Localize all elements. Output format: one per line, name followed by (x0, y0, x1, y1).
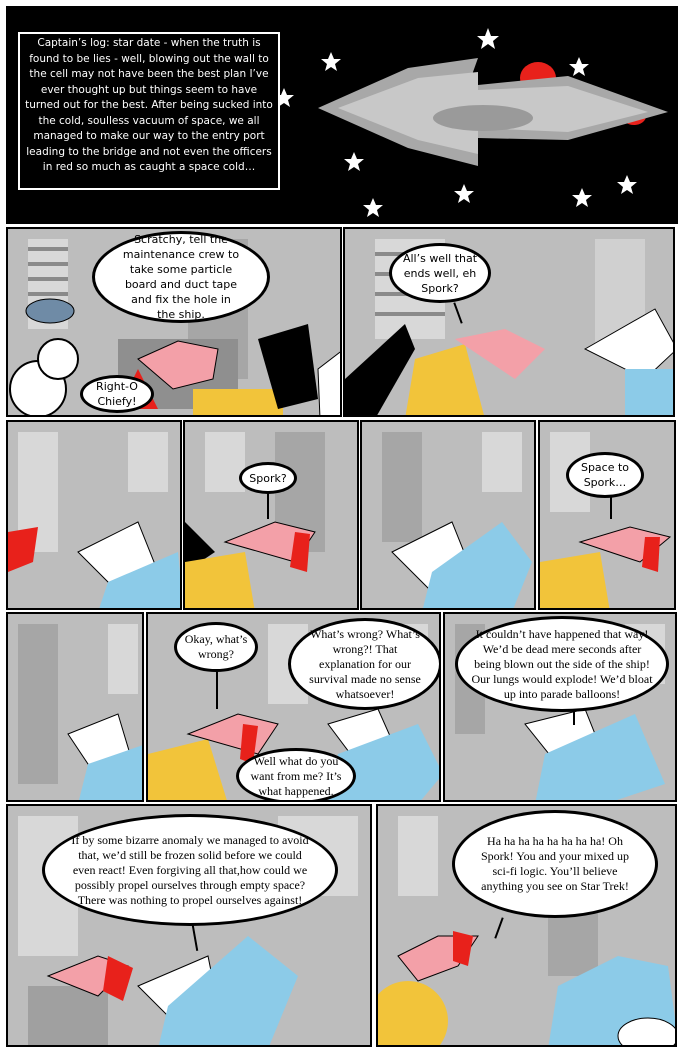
bubble-text: Space to Spork… (580, 461, 630, 489)
speech-bubble-captain (174, 622, 258, 672)
star-icon (321, 52, 341, 71)
panel-4 (6, 420, 182, 610)
panel-12 (376, 804, 677, 1047)
speech-bubble-captain-reply (236, 748, 356, 802)
bubble-tail (573, 711, 575, 725)
star-icon (344, 152, 364, 171)
bubble-text: All’s well that ends well, eh Spork? (402, 251, 478, 295)
panel-11 (6, 804, 372, 1047)
star-icon (569, 57, 589, 76)
panel-8 (6, 612, 144, 802)
bubble-text: It couldn’t have happened that way! We’d be dead mere seconds after being blown out the side of the ship! Our lungs would explode! We’d bloat up into parade balloons! (471, 626, 653, 701)
captions-log-box: Captain’s log: star date - when the truth is found to be lies - well, blowing out the wall to the cell may not have been the best plan I’ve ever thought up but things seem to have turned out for the best. After being sucked into the cold, soulless vacuum of space, we all managed to make our way to the entry port leading to the bridge and not even the officers in red so much as caught a space cold… (18, 32, 280, 190)
bubble-tail (216, 671, 218, 709)
star-icon (363, 198, 383, 217)
panel-7 (538, 420, 676, 610)
bubble-tail (267, 493, 269, 519)
panel-5 (183, 420, 359, 610)
bubble-text: Right-O Chiefy! (96, 380, 138, 408)
panel-6 (360, 420, 536, 610)
bubble-text: Well what do you want from me? It’s what happened. (250, 753, 342, 798)
speech-bubble-captain (239, 462, 297, 494)
wall-background (362, 422, 536, 610)
star-icon (454, 184, 474, 203)
panel-2 (6, 227, 342, 417)
bubble-text: What’s wrong? What’s wrong?! That explanation for our survival made no sense whatsoever! (309, 626, 421, 701)
speech-bubble-captain (566, 452, 644, 498)
wall-background (540, 422, 676, 610)
panel-9 (146, 612, 441, 802)
speech-bubble-spork (42, 814, 338, 926)
star-icon (617, 175, 637, 194)
star-icon (477, 28, 499, 49)
wall-background (8, 422, 182, 610)
speech-bubble-captain (389, 243, 491, 303)
bubble-text: Scratchy, tell the maintenance crew to take some particle board and duct tape and fix the hole in the ship. (122, 233, 240, 321)
bubble-text: Ha ha ha ha ha ha ha ha! Oh Spork! You and your mixed up sci-fi logic. You’ll believe anything you see on Star Trek! (480, 834, 629, 893)
star-icon (572, 188, 592, 207)
wall-background (8, 614, 144, 802)
bubble-text: If by some bizarre anomaly we managed to avoid that, we’d still be frozen solid before we could even react! Even forgiving all that,how could we possibly propel ourselves through empty space? There was nothing to propel ourselves against! (71, 832, 309, 907)
wall-background (185, 422, 359, 610)
speech-bubble-scratchy (80, 375, 154, 413)
panel-3 (343, 227, 675, 417)
speech-bubble-captain (92, 231, 270, 323)
panel-space (6, 6, 678, 224)
bubble-text: Okay, what’s wrong? (184, 632, 248, 661)
wall-background (345, 229, 675, 417)
panel-10 (443, 612, 677, 802)
speech-bubble-captain (452, 810, 658, 918)
speech-bubble-spork (455, 616, 669, 712)
speech-bubble-spork (288, 618, 441, 710)
bubble-tail (610, 497, 612, 519)
bubble-text: Spork? (249, 471, 287, 485)
